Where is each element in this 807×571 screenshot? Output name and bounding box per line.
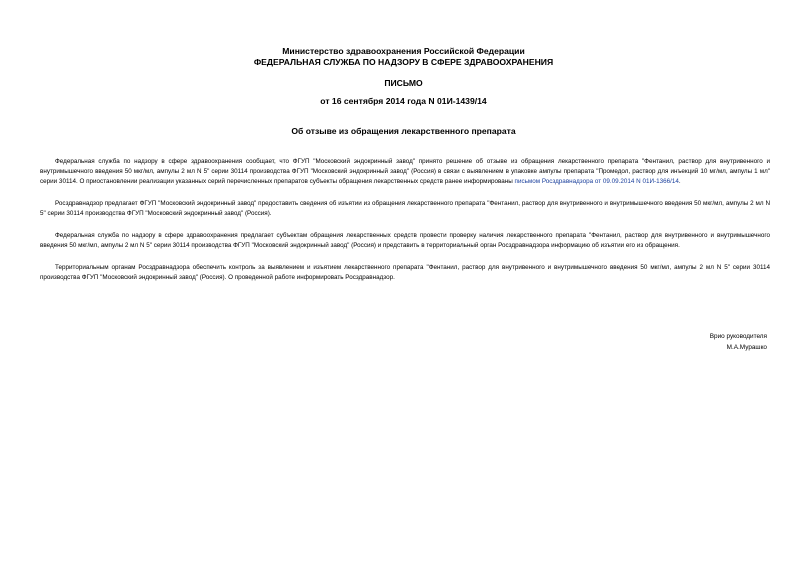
signature-name: М.А.Мурашко (726, 344, 767, 351)
document-body (40, 157, 770, 295)
document-header (0, 46, 807, 67)
document-title: Об отзыве из обращения лекарственного препарата (291, 126, 516, 136)
signature-position: Врио руководителя (709, 333, 767, 340)
paragraph-4: Территориальным органам Росздравнадзора обеспечить контроль за выявлением и изъятием лекарственного препарата "Фентанил, раствор для внутривенного и внутримышечного введения 50 мкг/мл, ампулы 2 мл N 5" серии 30114 производства ФГУП "Московский эндокринный завод" (Россия). О проведенной работе информировать Росздравнадзор. (40, 264, 770, 281)
ministry-name: Министерство здравоохранения Российской Федерации (282, 46, 525, 56)
paragraph-1 (40, 157, 770, 187)
document-date-number: от 16 сентября 2014 года N 01И-1439/14 (320, 96, 487, 106)
signature-block (710, 331, 767, 353)
reference-link[interactable]: письмом Росздравнадзора от 09.09.2014 N 01И-1366/14 (514, 178, 679, 185)
paragraph-3: Федеральная служба по надзору в сфере здравоохранения предлагает субъектам обращения лекарственных средств провести проверку наличия лекарственного препарата "Фентанил, раствор для внутривенного и внутримышечного введения 50 мкг/мл, ампулы 2 мл N 5" серии 30114 производства ФГУП "Московский эндокринный завод" (Россия) и представить в территориальный орган Росздравнадзора информацию об изъятии его из обращения. (40, 232, 770, 249)
paragraph-1-end: . (678, 178, 681, 185)
paragraph-2: Росздравнадзор предлагает ФГУП "Московский эндокринный завод" предоставить сведения об изъятии из обращения лекарственного препарата "Фентанил, раствор для внутривенного и внутримышечного введения 50 мкг/мл, ампулы 2 мл N 5" серии 30114 производства ФГУП "Московский эндокринный завод" (Россия). (40, 200, 770, 217)
paragraph-1-text: Федеральная служба по надзору в сфере здравоохранения сообщает, что ФГУП "Московский эндокринный завод" принято решение об отзыве из обращения лекарственного препарата "Фентанил, раствор для внутривенного и внутримышечного введения 50 мкг/мл, ампулы 2 мл N 5" серии 30114 производства ФГУП "Московский эндокринный завод" (Россия) в связи с выявлением в упаковке ампулы препарата "Промедол, раствор для инъекций 10 мг/мл, ампулы 1 мл" серии 30114. О приостановлении реализации указанных серий перечисленных препаратов субъекты обращения лекарственных средств ранее информированы (40, 158, 770, 185)
document-type: ПИСЬМО (384, 78, 423, 88)
service-name: ФЕДЕРАЛЬНАЯ СЛУЖБА ПО НАДЗОРУ В СФЕРЕ ЗДРАВООХРАНЕНИЯ (253, 56, 554, 67)
